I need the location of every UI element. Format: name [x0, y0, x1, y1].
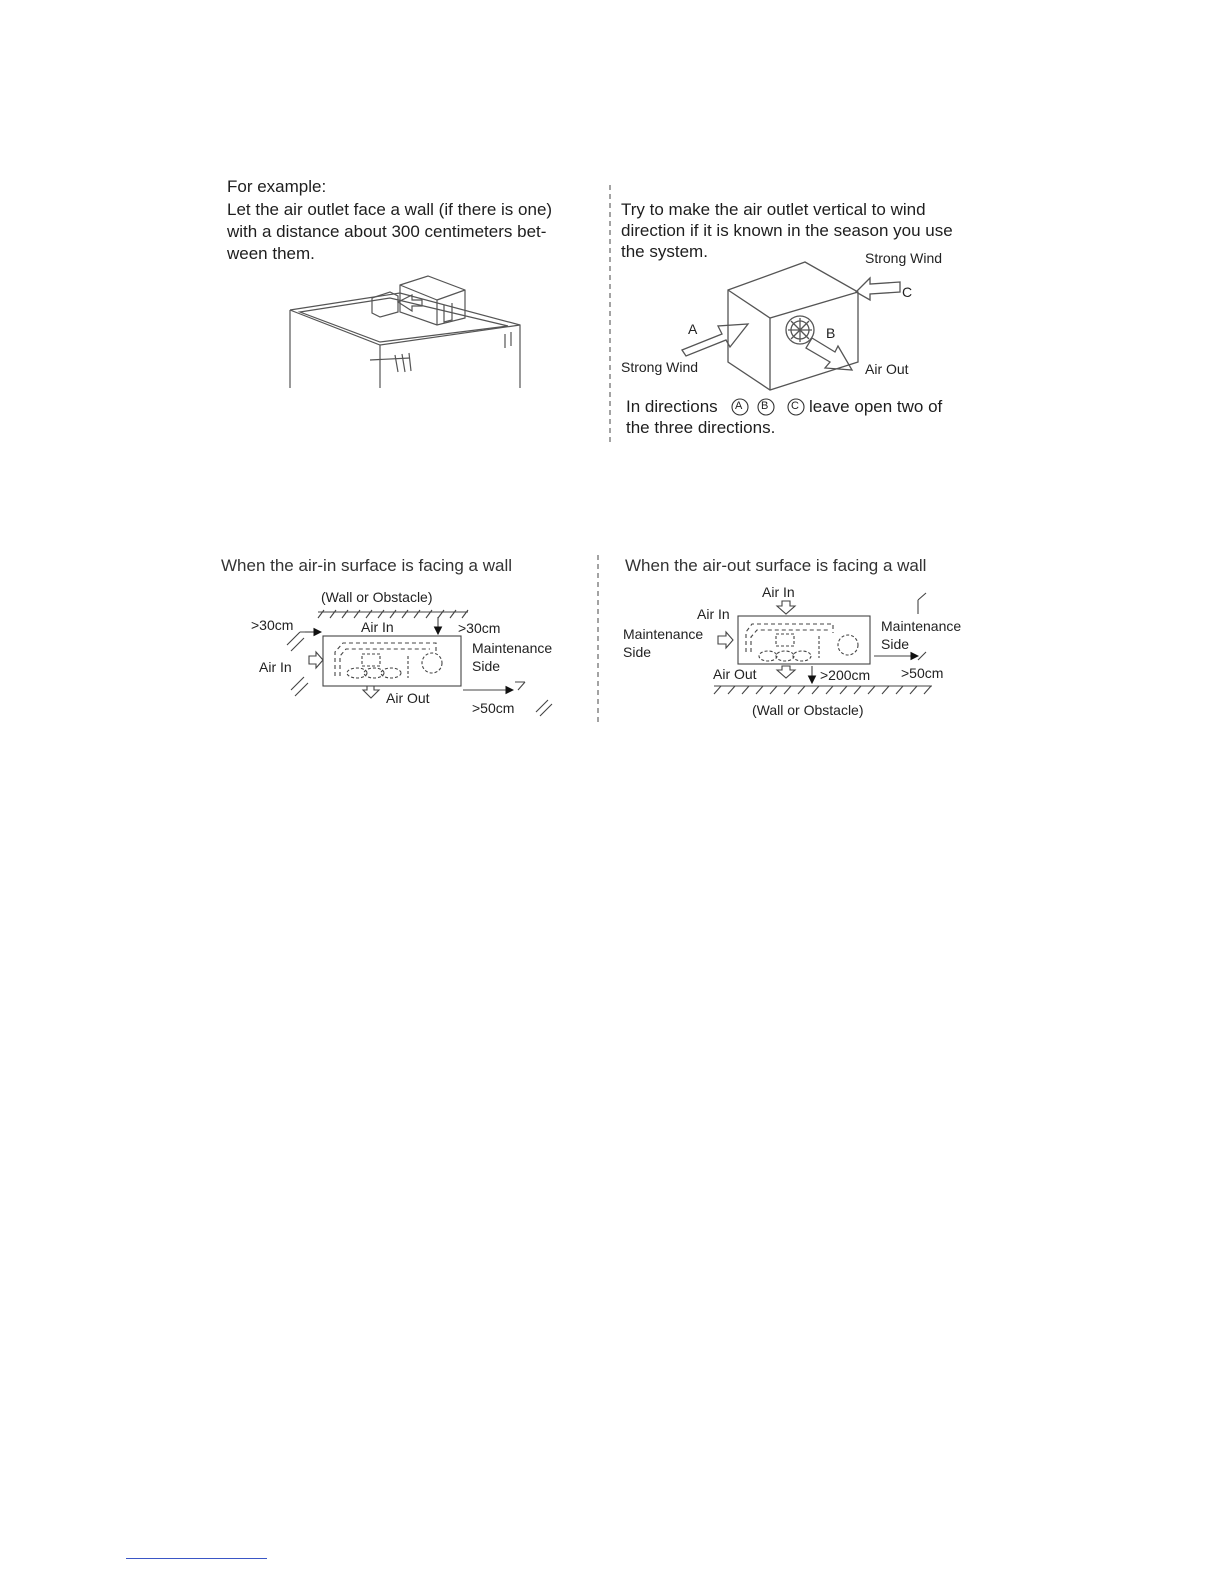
side-label: Side — [472, 658, 501, 674]
circle-letter-b: B — [761, 400, 769, 412]
label-a: A — [688, 321, 698, 337]
note-suffix: leave open two of — [809, 397, 943, 416]
circle-letter-a: A — [735, 400, 743, 412]
gap-bottom-label: >50cm — [472, 700, 515, 716]
example-line-3: ween them. — [227, 244, 315, 263]
air-out-wall-title: When the air-out surface is facing a wall — [625, 556, 927, 575]
example-heading: For example: — [227, 177, 327, 196]
wind-line-2: direction if it is known in the season you use — [621, 221, 953, 240]
note-line-2: the three directions. — [626, 418, 776, 437]
wall-label-left: (Wall or Obstacle) — [321, 589, 433, 605]
air-out-label: Air Out — [865, 361, 909, 377]
example-line-2: with a distance about 300 centimeters bet- — [227, 222, 547, 241]
gap-side-label: >50cm — [901, 665, 944, 681]
strong-wind-left-label: Strong Wind — [621, 359, 699, 375]
wind-line-3: the system. — [621, 242, 708, 261]
label-c: C — [902, 284, 913, 300]
wind-arrow-c — [856, 278, 900, 300]
air-in-top-label-right: Air In — [762, 584, 795, 600]
maintenance-label: Maintenance — [472, 640, 553, 656]
strong-wind-top-label: Strong Wind — [865, 250, 943, 266]
air-out-label-right: Air Out — [713, 666, 757, 682]
air-out-arrow — [806, 338, 852, 370]
footnote-rule — [126, 1558, 267, 1559]
air-out-label-left: Air Out — [386, 690, 430, 706]
example-line-1: Let the air outlet face a wall (if there is one) — [227, 200, 553, 219]
maintenance-right-label: Maintenance — [881, 618, 962, 634]
air-in-top-label: Air In — [361, 619, 394, 635]
circle-letter-c: C — [791, 400, 799, 412]
rooftop-illustration — [290, 276, 520, 388]
wind-line-1: Try to make the air outlet vertical to wind — [621, 200, 926, 219]
maintenance-left-label: Maintenance — [623, 626, 704, 642]
note-prefix: In directions — [626, 397, 718, 416]
gap-right-label: >30cm — [458, 620, 501, 636]
side-right-label: Side — [881, 636, 910, 652]
gap-left-label: >30cm — [251, 617, 294, 633]
air-in-left-label: Air In — [259, 659, 292, 675]
air-in-left-label-right: Air In — [697, 606, 730, 622]
label-b: B — [826, 325, 836, 341]
gap-front-label: >200cm — [820, 667, 871, 683]
wall-label-right: (Wall or Obstacle) — [752, 702, 864, 718]
side-left-label: Side — [623, 644, 652, 660]
air-in-wall-title: When the air-in surface is facing a wall — [221, 556, 513, 575]
